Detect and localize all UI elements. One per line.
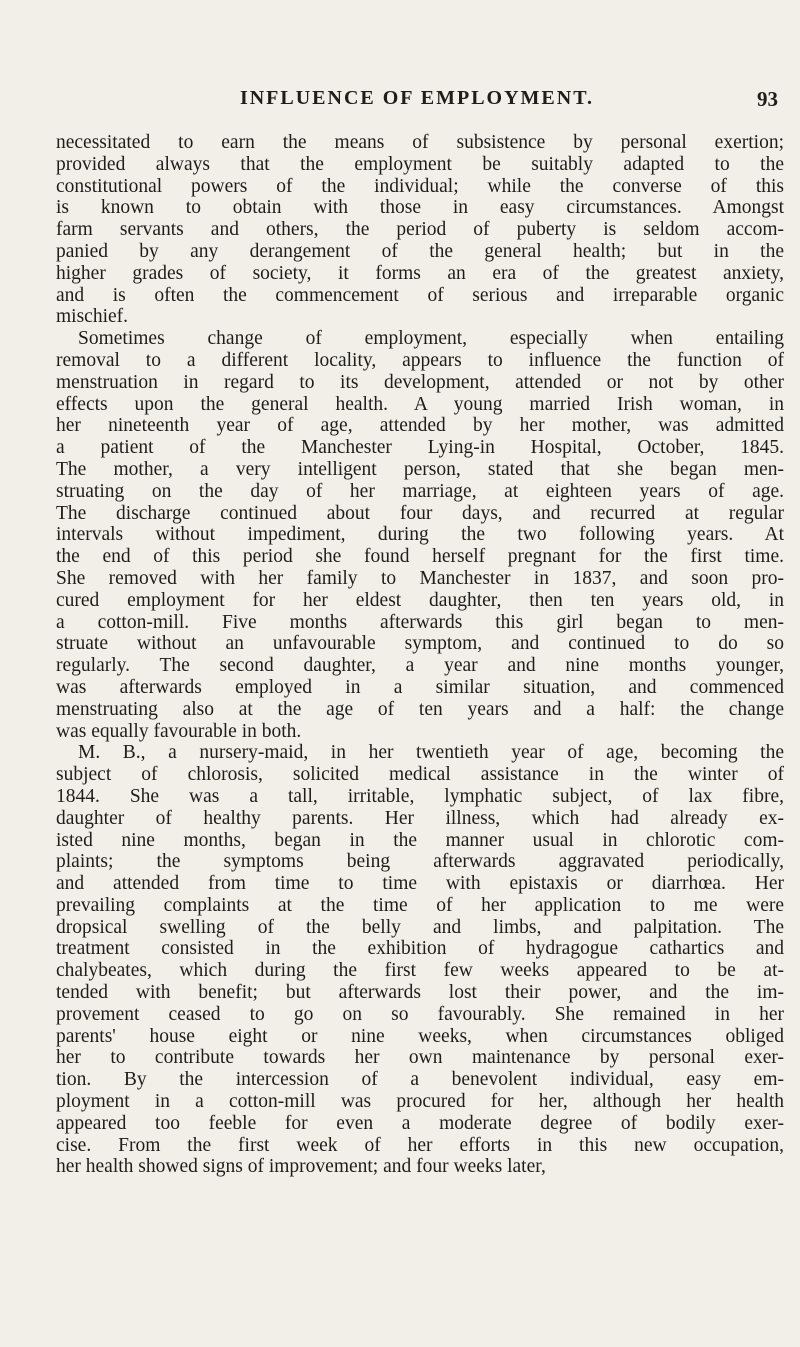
text-line: ployment in a cotton-mill was procured for her, although her health (56, 1091, 784, 1113)
text-line: farm servants and others, the period of puberty is seldom accom- (56, 219, 784, 241)
text-line: daughter of healthy parents. Her illness, which had already ex- (56, 807, 784, 829)
text-line: higher grades of society, it forms an era of the greatest anxiety, (56, 262, 784, 284)
text-line: treatment consisted in the exhibition of hydragogue cathartics and (56, 938, 784, 960)
text-line: intervals without impediment, during the two following years. At (56, 524, 784, 546)
paragraph (56, 742, 784, 1178)
paragraph (56, 328, 784, 742)
text-line: removal to a different locality, appears to influence the function of (56, 349, 784, 371)
text-line: prevailing complaints at the time of her application to me were (56, 894, 784, 916)
text-line: constitutional powers of the individual; while the converse of this (56, 175, 784, 197)
text-line: cured employment for her eldest daughter, then ten years old, in (56, 589, 784, 611)
paragraph (56, 132, 784, 328)
text-line: mischief. (56, 306, 129, 328)
page-number: 93 (757, 87, 778, 111)
text-line: tended with benefit; but afterwards lost their power, and the im- (56, 982, 784, 1004)
text-line: regularly. The second daughter, a year and nine months younger, (56, 655, 784, 677)
text-line: The mother, a very intelligent person, stated that she began men- (56, 458, 784, 480)
body-text (56, 132, 784, 1178)
text-line: appeared too feeble for even a moderate degree of bodily exer- (56, 1112, 784, 1134)
text-line: was equally favourable in both. (56, 720, 302, 742)
text-line: menstruation in regard to its development, attended or not by other (56, 371, 784, 393)
page-header (56, 87, 778, 115)
text-line: is known to obtain with those in easy circumstances. Amongst (56, 197, 784, 219)
text-line: Sometimes change of employment, especially when entailing (78, 328, 784, 350)
text-line: and attended from time to time with epistaxis or diarrhœa. Her (56, 873, 784, 895)
text-line: was afterwards employed in a similar situation, and commenced (56, 676, 784, 698)
text-line: necessitated to earn the means of subsistence by personal exertion; (56, 132, 784, 153)
text-line: parents' house eight or nine weeks, when circumstances obliged (56, 1025, 784, 1047)
text-line: M. B., a nursery-maid, in her twentieth year of age, becoming the (78, 742, 784, 764)
text-line: provided always that the employment be suitably adapted to the (56, 153, 784, 175)
text-line: chalybeates, which during the first few weeks appeared to be at- (56, 960, 784, 982)
text-line: and is often the commencement of serious and irreparable organic (56, 284, 784, 306)
text-line: the end of this period she found herself pregnant for the first time. (56, 546, 784, 568)
text-line: struate without an unfavourable symptom, and continued to do so (56, 633, 784, 655)
text-line: subject of chlorosis, solicited medical assistance in the winter of (56, 764, 784, 786)
text-line: panied by any derangement of the general health; but in the (56, 240, 784, 262)
text-line: tion. By the intercession of a benevolent individual, easy em- (56, 1069, 784, 1091)
text-line: her nineteenth year of age, attended by her mother, was admitted (56, 415, 784, 437)
text-line: dropsical swelling of the belly and limbs, and palpitation. The (56, 916, 784, 938)
text-line: The discharge continued about four days, and recurred at regular (56, 502, 784, 524)
text-line: isted nine months, began in the manner usual in chlorotic com- (56, 829, 784, 851)
text-line: cise. From the first week of her efforts in this new occupation, (56, 1134, 784, 1156)
text-line: She removed with her family to Manchester in 1837, and soon pro- (56, 567, 784, 589)
text-line: a cotton-mill. Five months afterwards this girl began to men- (56, 611, 784, 633)
text-line: plaints; the symptoms being afterwards aggravated periodically, (56, 851, 784, 873)
text-line: 1844. She was a tall, irritable, lymphatic subject, of lax fibre, (56, 785, 784, 807)
text-line: effects upon the general health. A young married Irish woman, in (56, 393, 784, 415)
text-line: struating on the day of her marriage, at eighteen years of age. (56, 480, 784, 502)
text-line: her to contribute towards her own maintenance by personal exer- (56, 1047, 784, 1069)
text-line: her health showed signs of improvement; and four weeks later, (56, 1156, 546, 1178)
text-line: menstruating also at the age of ten years and a half: the change (56, 698, 784, 720)
text-line: provement ceased to go on so favourably. She remained in her (56, 1003, 784, 1025)
running-head: INFLUENCE OF EMPLOYMENT. (239, 87, 595, 109)
text-line: a patient of the Manchester Lying-in Hospital, October, 1845. (56, 437, 784, 459)
